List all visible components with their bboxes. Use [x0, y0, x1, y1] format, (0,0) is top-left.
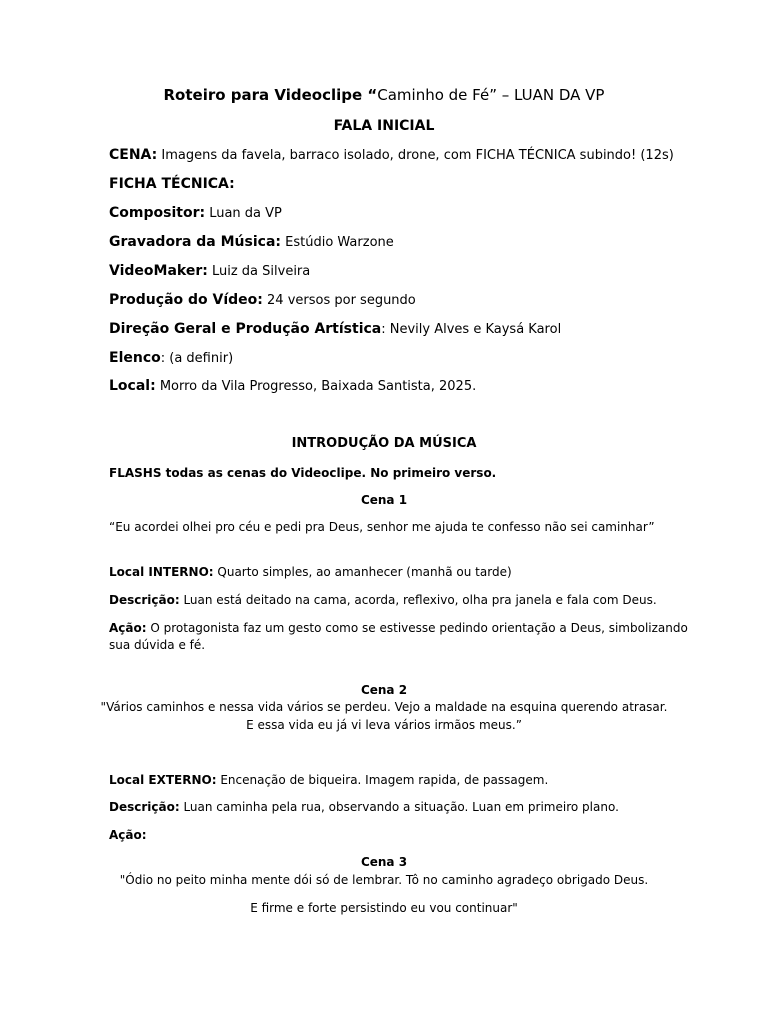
cena1-acao-continued: sua dúvida e fé. [109, 638, 206, 652]
cena1-local-label: Local INTERNO: [109, 565, 214, 579]
cena1-local [109, 565, 512, 580]
cena2-local [109, 773, 548, 788]
cena1-lyric: “Eu acordei olhei pro céu e pedi pra Deus, senhor me ajuda te confesso não sei caminhar” [109, 520, 655, 534]
cena2-desc-label: Descrição: [109, 800, 180, 814]
title-normal: Caminho de Fé” – LUAN DA VP [377, 86, 605, 104]
cena2-heading: Cena 2 [360, 683, 408, 697]
flashs-line: FLASHS todas as cenas do Videoclipe. No primeiro verso. [109, 466, 497, 480]
credit-local [109, 378, 476, 396]
credit-direcao [109, 321, 561, 339]
credit-label: VideoMaker: [109, 263, 208, 279]
cena1-desc-text: Luan está deitado na cama, acorda, reflexivo, olha pra janela e fala com Deus. [179, 593, 657, 607]
credit-value: Estúdio Warzone [281, 235, 394, 250]
cena2-local-text: Encenação de biqueira. Imagem rapida, de passagem. [216, 773, 549, 787]
cena1-acao-label: Ação: [109, 621, 147, 635]
credit-value: Luan da VP [205, 206, 282, 221]
cena-text: Imagens da favela, barraco isolado, drone, com FICHA TÉCNICA subindo! (12s) [157, 148, 674, 163]
credit-value: 24 versos por segundo [262, 293, 416, 308]
credit-gravadora [109, 234, 394, 252]
fala-inicial-heading: FALA INICIAL [333, 118, 435, 134]
cena3-lyric-line2: E firme e forte persistindo eu vou continuar" [250, 901, 518, 915]
cena1-desc-label: Descrição: [109, 593, 180, 607]
credit-value: Luiz da Silveira [207, 264, 311, 279]
credit-value: Morro da Vila Progresso, Baixada Santista, 2025. [155, 379, 477, 394]
cena1-acao [109, 621, 688, 636]
credit-elenco [109, 350, 233, 368]
credit-label: Compositor: [109, 205, 206, 221]
cena-line [109, 147, 674, 165]
cena2-lyric-line2: E essa vida eu já vi leva vários irmãos meus.” [246, 718, 522, 732]
ficha-tecnica-heading: FICHA TÉCNICA: [109, 176, 235, 192]
credit-label: Local: [109, 378, 156, 394]
credit-label: Elenco [109, 350, 161, 366]
cena-label: CENA: [109, 147, 158, 163]
credit-value: : Nevily Alves e Kaysá Karol [381, 322, 562, 337]
cena1-local-text: Quarto simples, ao amanhecer (manhã ou tarde) [213, 565, 512, 579]
cena1-descricao [109, 593, 657, 608]
credit-label: Direção Geral e Produção Artística [109, 321, 382, 337]
document-title [0, 86, 768, 105]
credit-value: : (a definir) [160, 351, 234, 366]
cena2-local-label: Local EXTERNO: [109, 773, 217, 787]
cena1-heading: Cena 1 [360, 493, 408, 507]
cena3-heading: Cena 3 [360, 855, 408, 869]
credit-label: Produção do Vídeo: [109, 292, 263, 308]
cena2-desc-text: Luan caminha pela rua, observando a situação. Luan em primeiro plano. [179, 800, 619, 814]
cena2-acao-label: Ação: [109, 828, 147, 842]
credit-label: Gravadora da Música: [109, 234, 281, 250]
credit-videomaker [109, 263, 310, 281]
credit-compositor [109, 205, 282, 223]
title-bold: Roteiro para Videoclipe “ [163, 86, 378, 104]
cena3-lyric-line1: "Ódio no peito minha mente dói só de lembrar. Tô no caminho agradeço obrigado Deus. [119, 873, 649, 887]
cena2-descricao [109, 800, 619, 815]
cena2-lyric-line1: "Vários caminhos e nessa vida vários se perdeu. Vejo a maldade na esquina querendo atrasar. [100, 700, 668, 714]
credit-producao [109, 292, 416, 310]
cena1-acao-text: O protagonista faz um gesto como se estivesse pedindo orientação a Deus, simbolizando [146, 621, 688, 635]
introducao-heading: INTRODUÇÃO DA MÚSICA [291, 436, 477, 451]
